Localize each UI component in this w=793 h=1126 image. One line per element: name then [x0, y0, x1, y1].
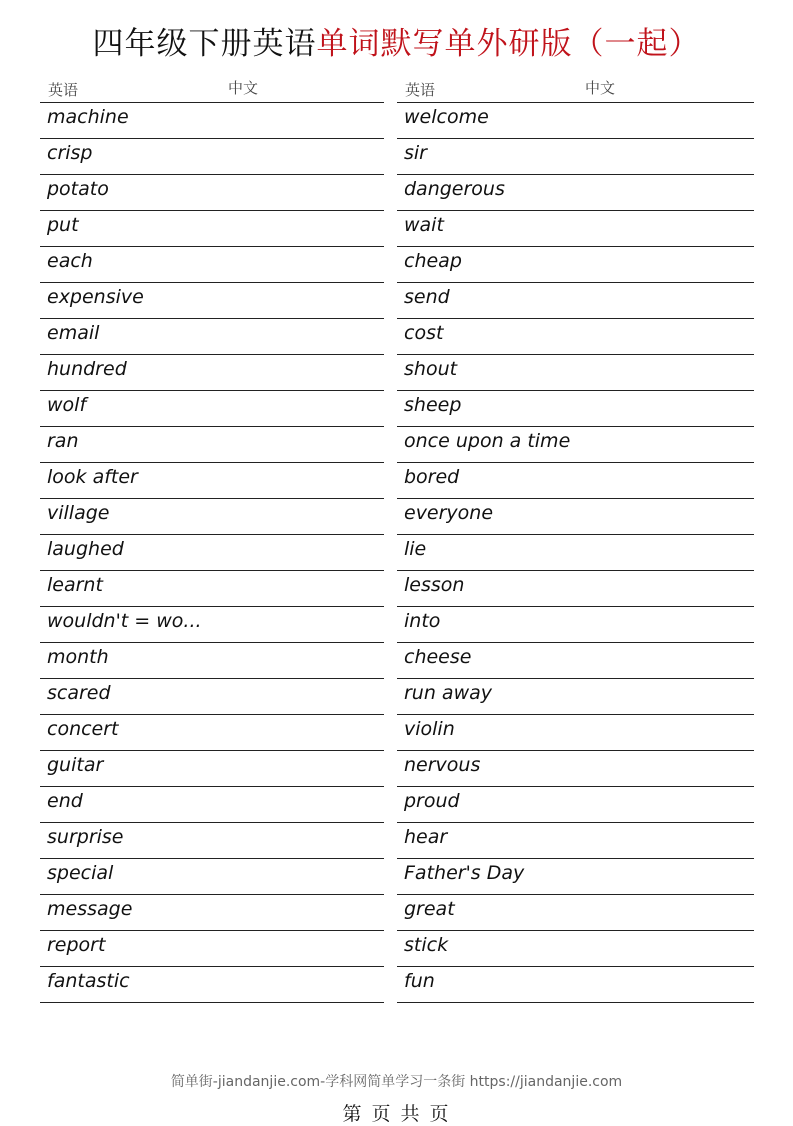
word-row	[397, 175, 754, 211]
left-column-header	[40, 72, 384, 103]
word-row	[397, 103, 754, 139]
english-word: into	[404, 610, 441, 632]
word-row	[40, 463, 384, 499]
word-row	[397, 535, 754, 571]
english-word: welcome	[404, 106, 489, 128]
word-row	[397, 823, 754, 859]
word-row	[397, 571, 754, 607]
english-word: everyone	[404, 502, 494, 524]
word-row	[40, 931, 384, 967]
english-word: lie	[404, 538, 427, 560]
english-word: scared	[47, 682, 111, 704]
english-word: special	[47, 862, 114, 884]
word-row	[40, 283, 384, 319]
english-word: send	[404, 286, 450, 308]
english-word: surprise	[47, 826, 124, 848]
header-chinese: 中文	[585, 79, 616, 97]
word-row	[40, 571, 384, 607]
english-word: Father's Day	[404, 862, 525, 884]
english-word: village	[47, 502, 110, 524]
title-main: 四年级下册英语	[92, 26, 317, 62]
english-word: fantastic	[47, 970, 130, 992]
english-word: sir	[404, 142, 427, 164]
english-word: lesson	[404, 574, 465, 596]
word-row	[397, 967, 754, 1003]
word-row	[397, 499, 754, 535]
english-word: wolf	[47, 394, 87, 416]
english-word: run away	[404, 682, 493, 704]
word-row	[397, 931, 754, 967]
word-row	[40, 679, 384, 715]
word-row	[397, 895, 754, 931]
english-word: stick	[404, 934, 449, 956]
footer-page-number: 第 页 共 页	[342, 1103, 451, 1125]
english-word: potato	[47, 178, 109, 200]
english-word: fun	[404, 970, 435, 992]
word-row	[397, 319, 754, 355]
right-column-header	[397, 72, 754, 103]
right-word-column	[397, 72, 754, 1003]
word-row	[397, 247, 754, 283]
english-word: ran	[47, 430, 79, 452]
word-row	[40, 967, 384, 1003]
english-word: cheap	[404, 250, 462, 272]
word-row	[397, 679, 754, 715]
title-accent: 单词默写单外研版（一起）	[316, 26, 701, 62]
english-word: each	[47, 250, 93, 272]
word-row	[397, 715, 754, 751]
word-row	[40, 895, 384, 931]
english-word: laughed	[47, 538, 124, 560]
word-row	[40, 607, 384, 643]
english-word: violin	[404, 718, 455, 740]
word-row	[40, 319, 384, 355]
word-row	[40, 391, 384, 427]
english-word: dangerous	[404, 178, 505, 200]
word-row	[40, 535, 384, 571]
english-word: email	[47, 322, 100, 344]
english-word: end	[47, 790, 83, 812]
english-word: cost	[404, 322, 444, 344]
word-row	[40, 823, 384, 859]
english-word: once upon a time	[404, 430, 571, 452]
word-row	[40, 643, 384, 679]
footer-site-note: 简单街-jiandanjie.com-学科网简单学习一条街 https://jiandanjie.com	[170, 1074, 623, 1090]
english-word: expensive	[47, 286, 144, 308]
header-english: 英语	[405, 81, 436, 99]
word-row	[40, 139, 384, 175]
left-word-list	[40, 103, 384, 1003]
word-row	[397, 607, 754, 643]
english-word: report	[47, 934, 106, 956]
english-word: nervous	[404, 754, 481, 776]
english-word: wouldn't = wo...	[47, 610, 202, 632]
english-word: wait	[404, 214, 444, 236]
left-word-column	[40, 72, 384, 1003]
word-row	[40, 427, 384, 463]
word-row	[397, 751, 754, 787]
english-word: look after	[47, 466, 138, 488]
word-row	[397, 643, 754, 679]
word-row	[397, 139, 754, 175]
word-row	[397, 391, 754, 427]
english-word: hear	[404, 826, 448, 848]
word-row	[397, 211, 754, 247]
word-row	[40, 751, 384, 787]
english-word: sheep	[404, 394, 462, 416]
english-word: concert	[47, 718, 119, 740]
word-row	[40, 499, 384, 535]
word-row	[40, 211, 384, 247]
right-word-list	[397, 103, 754, 1003]
word-row	[40, 103, 384, 139]
word-row	[397, 283, 754, 319]
word-row	[40, 355, 384, 391]
word-row	[40, 175, 384, 211]
word-row	[40, 715, 384, 751]
word-row	[40, 859, 384, 895]
header-chinese: 中文	[228, 79, 259, 97]
word-row	[397, 859, 754, 895]
english-word: bored	[404, 466, 460, 488]
english-word: month	[47, 646, 109, 668]
word-row	[397, 427, 754, 463]
english-word: put	[47, 214, 79, 236]
word-row	[40, 247, 384, 283]
english-word: great	[404, 898, 455, 920]
english-word: proud	[404, 790, 460, 812]
word-row	[397, 787, 754, 823]
word-row	[397, 355, 754, 391]
header-english: 英语	[48, 81, 79, 99]
english-word: crisp	[47, 142, 93, 164]
english-word: guitar	[47, 754, 104, 776]
word-row	[397, 463, 754, 499]
english-word: hundred	[47, 358, 127, 380]
page-title	[0, 18, 793, 63]
english-word: message	[47, 898, 133, 920]
word-row	[40, 787, 384, 823]
english-word: shout	[404, 358, 458, 380]
english-word: learnt	[47, 574, 103, 596]
english-word: cheese	[404, 646, 472, 668]
english-word: machine	[47, 106, 129, 128]
